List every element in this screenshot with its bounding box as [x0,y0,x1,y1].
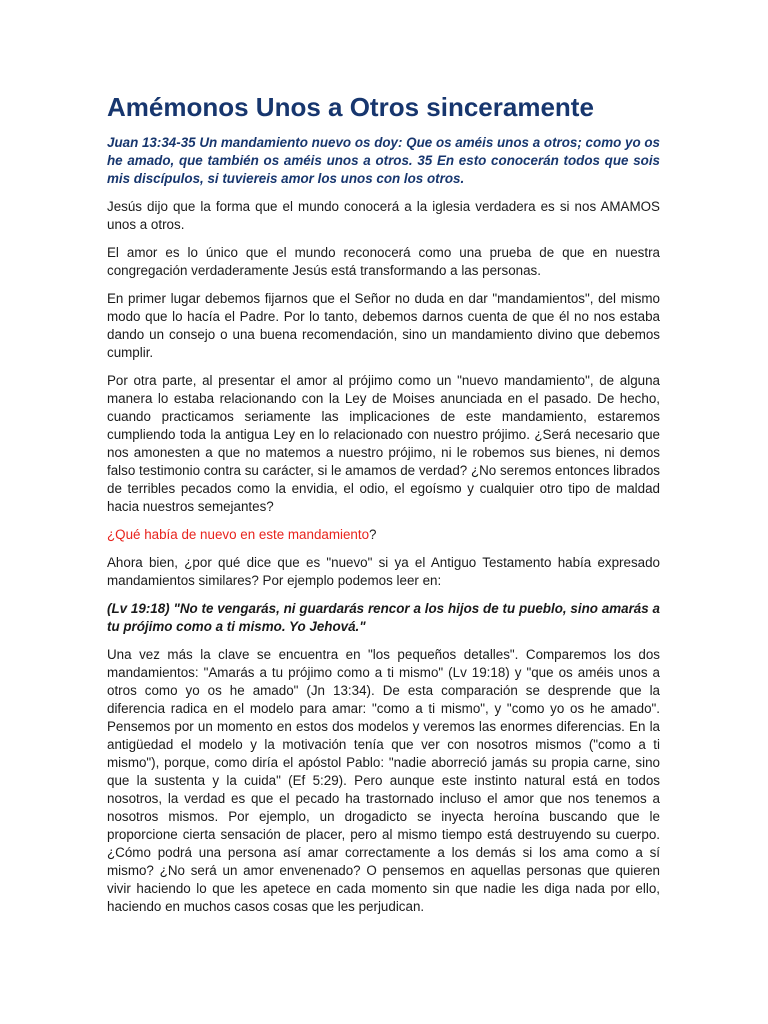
document-title: Amémonos Unos a Otros sinceramente [107,92,594,122]
section-question [107,526,660,544]
question-mark: ? [369,527,377,542]
paragraph: Una vez más la clave se encuentra en "los pequeños detalles". Comparemos los dos mandamientos: "Amarás a tu prójimo como a ti mismo" (Lv 19:18) y "que os améis unos a otros como yo os he amado" (Jn 13:34). De esta comparación se desprende que la diferencia radica en el modelo para amar: "como a ti mismo", y "como yo os he amado". Pensemos por un momento en estos dos modelos y veremos las enormes diferencias. En la antigüedad el modelo y la motivación tenía que ver con nosotros mismos ("como a ti mismo"), porque, como diría el apóstol Pablo: "nadie aborreció jamás su propia carne, sino que la sustenta y la cuida" (Ef 5:29). Pero aunque este instinto natural está en todos nosotros, la verdad es que el pecado ha trastornado incluso el amor que nos tenemos a nosotros mismos. Por ejemplo, un drogadicto se inyecta heroína buscando que le proporcione cierta sensación de placer, pero al mismo tiempo está destruyendo su cuerpo. ¿Cómo podrá una persona así amar correctamente a los demás si los ama como a sí mismo? ¿No será un amor envenenado? O pensemos en aquellas personas que quieren vivir haciendo lo que les apetece en cada momento sin que nadie les diga nada por ello, haciendo en muchos casos cosas que les perjudican. [107,647,660,914]
paragraph: Ahora bien, ¿por qué dice que es "nuevo" si ya el Antiguo Testamento había expresado mandamientos similares? Por ejemplo podemos leer en: [107,555,660,588]
paragraph: Por otra parte, al presentar el amor al prójimo como un "nuevo mandamiento", de alguna manera lo estaba relacionando con la Ley de Moises anunciada en el pasado. De hecho, cuando practicamos seriamente las implicaciones de este mandamiento, estaremos cumpliendo toda la antigua Ley en lo relacionado con nuestro prójimo. ¿Será necesario que nos amonesten a que no matemos a nuestro prójimo, ni le robemos sus bienes, ni demos falso testimonio contra su carácter, si le amamos de verdad? ¿No seremos entonces librados de terribles pecados como la envidia, el odio, el egoísmo y cualquier otro tipo de maldad hacia nuestros semejantes? [107,373,660,514]
question-highlight: ¿Qué había de nuevo en este mandamiento [107,527,370,542]
document-page [107,90,660,926]
bible-verse: Juan 13:34-35 Un mandamiento nuevo os doy: Que os améis unos a otros; como yo os he amado, que también os améis unos a otros. 35 En esto conocerán todos que sois mis discípulos, si tuviereis amor los unos con los otros. [107,135,660,186]
paragraph: En primer lugar debemos fijarnos que el Señor no duda en dar "mandamientos", del mismo modo que lo hacía el Padre. Por lo tanto, debemos darnos cuenta de que él no nos estaba dando un consejo o una buena recomendación, sino un mandamiento divino que debemos cumplir. [107,291,660,360]
scripture-quote: (Lv 19:18) "No te vengarás, ni guardarás rencor a los hijos de tu pueblo, sino amarás a tu prójimo como a ti mismo. Yo Jehová." [107,601,660,634]
paragraph: El amor es lo único que el mundo reconocerá como una prueba de que en nuestra congregación verdaderamente Jesús está transformando a las personas. [107,245,660,278]
paragraph: Jesús dijo que la forma que el mundo conocerá a la iglesia verdadera es si nos AMAMOS unos a otros. [107,199,660,232]
